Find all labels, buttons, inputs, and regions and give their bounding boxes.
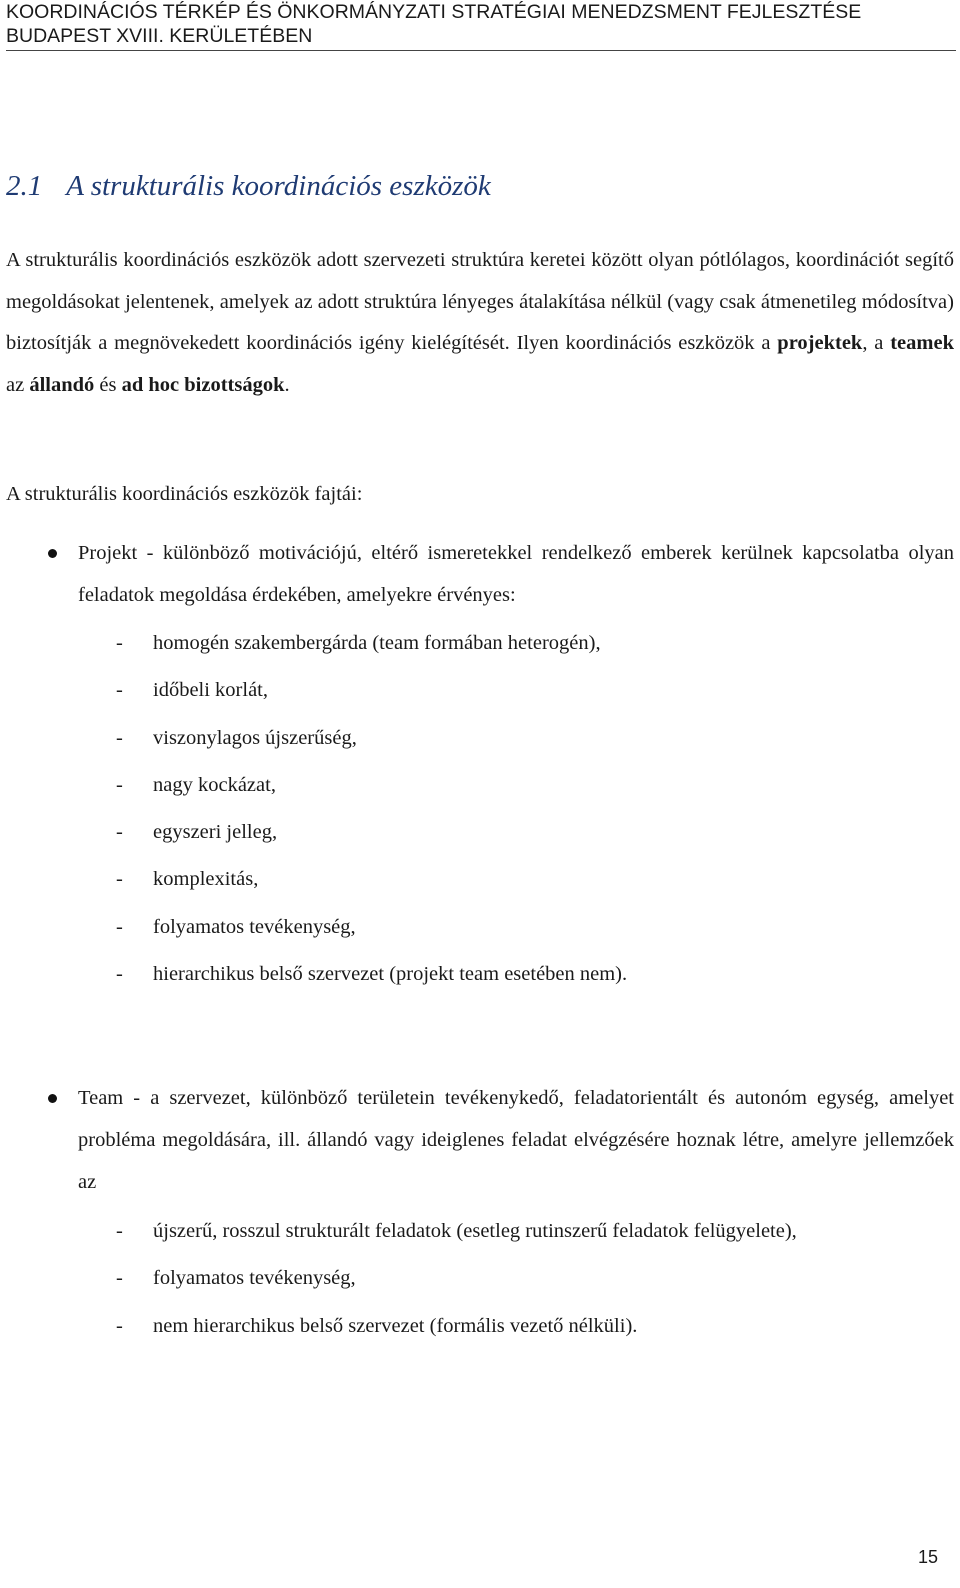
- team-characteristics-list: [0, 1216, 960, 1358]
- list-item: - homogén szakembergárda (team formában heterogén),: [116, 632, 601, 654]
- types-label: A strukturális koordinációs eszközök fajtái:: [6, 483, 363, 505]
- intro-text: az: [6, 373, 30, 396]
- term-teams: teamek: [890, 332, 954, 355]
- term-permanent: állandó: [29, 373, 95, 396]
- intro-paragraph: [6, 240, 954, 406]
- list-item: - időbeli korlát,: [116, 679, 269, 702]
- list-item: - nem hierarchikus belső szervezet (formális vezető nélküli).: [116, 1314, 638, 1337]
- bullet-dot-icon: [48, 549, 57, 558]
- section-heading: [6, 170, 491, 203]
- bullet-text: Projekt - különböző motivációjú, eltérő ismeretekkel rendelkező emberek kerülnek kapcsolatba olyan feladatok megoldása érdekében, amelyekre érvényes:: [78, 542, 954, 606]
- term-ad-hoc-committees: ad hoc bizottságok: [121, 373, 285, 396]
- intro-text: A strukturális koordinációs eszközök adott szervezeti struktúra keretei között olyan pótlólagos, koordinációt segítő megoldásokat jelentenek, amelyek az adott struktúra lényeges átalakítása nélkül (vagy csak átmenetileg módosítva) biztosítják a megnövekedett koordinációs igény kielégítését. Ilyen koordinációs eszközök a: [6, 249, 954, 355]
- intro-text: , a: [862, 332, 891, 355]
- list-item: - folyamatos tevékenység,: [116, 915, 356, 938]
- list-item: - komplexitás,: [116, 868, 259, 891]
- list-item: - újszerű, rosszul strukturált feladatok (esetleg rutinszerű feladatok felügyelete),: [116, 1220, 797, 1242]
- bullet-text: Team - a szervezet, különböző területein tevékenykedő, feladatorientált és autonóm egység, amelyet probléma megoldására, ill. állandó vagy ideiglenes feladat elvégzésére hoznak létre, amelyre jellemzőek az: [78, 1087, 954, 1193]
- intro-text: és: [94, 373, 122, 396]
- term-projects: projektek: [777, 332, 863, 355]
- bullet-dot-icon: [48, 1094, 57, 1103]
- list-item: - nagy kockázat,: [116, 773, 276, 796]
- list-item: - folyamatos tevékenység,: [116, 1267, 356, 1290]
- project-characteristics-list: [0, 628, 960, 1006]
- list-item: - viszonylagos újszerűség,: [116, 726, 357, 749]
- list-item: - hierarchikus belső szervezet (projekt team esetében nem).: [116, 963, 628, 986]
- page-header: [6, 0, 956, 51]
- bullet-team-text: [78, 1077, 954, 1203]
- header-line-1: KOORDINÁCIÓS TÉRKÉP ÉS ÖNKORMÁNYZATI STRATÉGIAI MENEDZSMENT FEJLESZTÉSE: [6, 1, 862, 23]
- section-title: A strukturális koordinációs eszközök: [66, 170, 491, 202]
- list-item: - egyszeri jelleg,: [116, 821, 278, 844]
- page-number: 15: [918, 1547, 939, 1567]
- header-line-2: BUDAPEST XVIII. KERÜLETÉBEN: [6, 25, 313, 47]
- bullet-project-text: [78, 532, 954, 616]
- intro-text: .: [284, 373, 290, 396]
- section-number: 2.1: [6, 170, 43, 202]
